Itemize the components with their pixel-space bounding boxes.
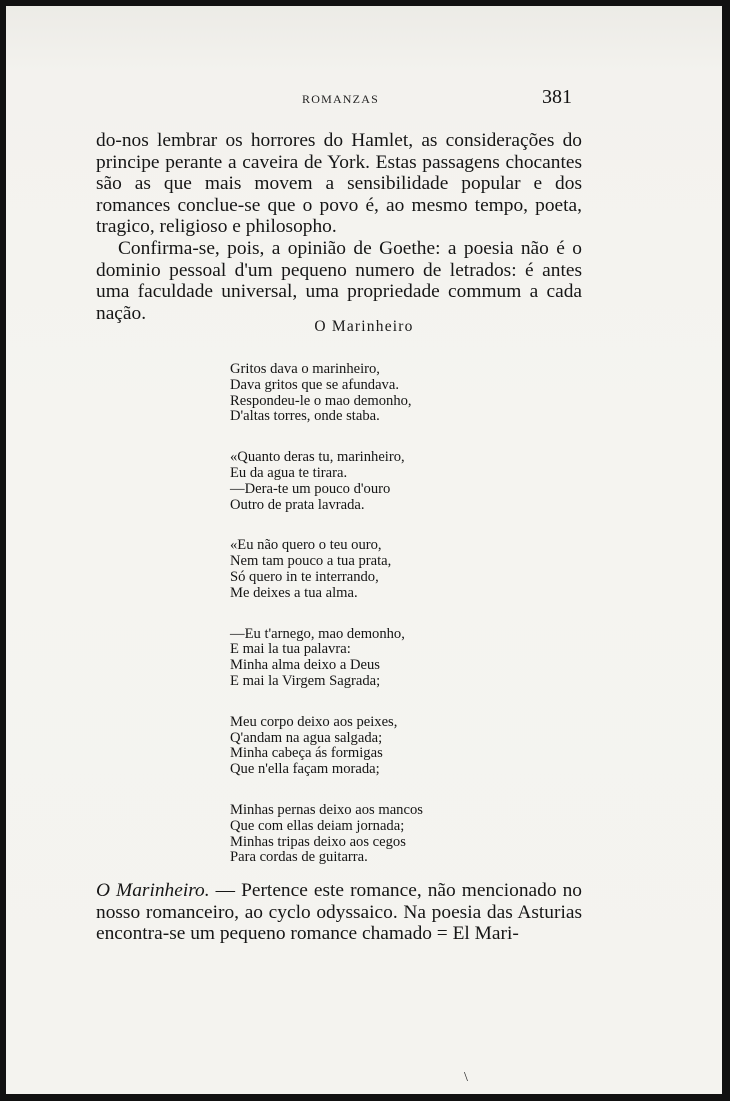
running-head: ROMANZAS — [302, 92, 379, 106]
closing-paragraph — [96, 880, 582, 945]
page-header — [6, 86, 722, 112]
stanza — [230, 715, 530, 778]
poem-line: «Eu não quero o teu ouro, — [230, 537, 382, 554]
closing-note — [96, 880, 582, 945]
stanza — [230, 627, 530, 690]
page-number: 381 — [542, 86, 572, 108]
poem-line: Minha cabeça ás formigas — [230, 745, 383, 762]
poem-line: —Dera-te um pouco d'ouro — [230, 480, 391, 497]
poem-line: Que n'ella façam morada; — [230, 761, 380, 778]
poem-line: E mai la tua palavra: — [230, 641, 351, 658]
book-page — [6, 6, 722, 1094]
poem-line: —Eu t'arnego, mao demonho, — [230, 625, 405, 642]
stanza — [230, 362, 530, 425]
poem-line: Dava gritos que se afundava. — [230, 376, 399, 393]
poem-line: Só quero in te interrando, — [230, 568, 379, 585]
stanza — [230, 803, 530, 866]
poem-line: Outro de prata lavrada. — [230, 496, 365, 513]
poem-line: E mai la Virgem Sagrada; — [230, 672, 381, 689]
paragraph-1: do-nos lembrar os horrores do Hamlet, as considerações do principe perante a caveira de York. Estas passagens chocantes são as que mais movem a sensibilidade popular e dos romances conclue-se que o povo é, ao mesmo tempo, poeta, tragico, religioso e philosopho. — [96, 130, 582, 238]
closing-text: — Pertence este romance, não mencionado no nosso romanceiro, ao cyclo odyssaico. Na poesia das Asturias encontra-se um pequeno romance chamado = El Mari- — [96, 880, 582, 945]
poem-line: Respondeu-le o mao demonho, — [230, 392, 412, 409]
poem-line: Minha alma deixo a Deus — [230, 657, 380, 674]
poem-line: Que com ellas deiam jornada; — [230, 817, 405, 834]
poem-line: D'altas torres, onde staba. — [230, 408, 380, 425]
closing-title: O Marinheiro. — [96, 880, 210, 901]
poem-line: Meu corpo deixo aos peixes, — [230, 713, 398, 730]
poem-line: Minhas tripas deixo aos cegos — [230, 833, 406, 850]
printer-mark: \ — [464, 1070, 468, 1085]
poem-line: Me deixes a tua alma. — [230, 584, 358, 601]
poem-title: O Marinheiro — [314, 318, 414, 335]
intro-text — [96, 130, 582, 324]
poem-line: Nem tam pouco a tua prata, — [230, 553, 392, 570]
stanza — [230, 538, 530, 601]
poem-line: Q'andam na agua salgada; — [230, 729, 383, 746]
poem-line: «Quanto deras tu, marinheiro, — [230, 449, 405, 466]
poem-line: Gritos dava o marinheiro, — [230, 361, 380, 377]
stanza — [230, 450, 530, 513]
paragraph-2: Confirma-se, pois, a opinião de Goethe: a poesia não é o dominio pessoal d'um pequeno numero de letrados: é antes uma faculdade universal, uma propriedade commum a cada nação. — [96, 237, 582, 324]
poem-body — [230, 362, 530, 891]
poem-line: Para cordas de guitarra. — [230, 849, 368, 866]
poem-line: Minhas pernas deixo aos mancos — [230, 801, 423, 818]
poem-line: Eu da agua te tirara. — [230, 464, 348, 481]
